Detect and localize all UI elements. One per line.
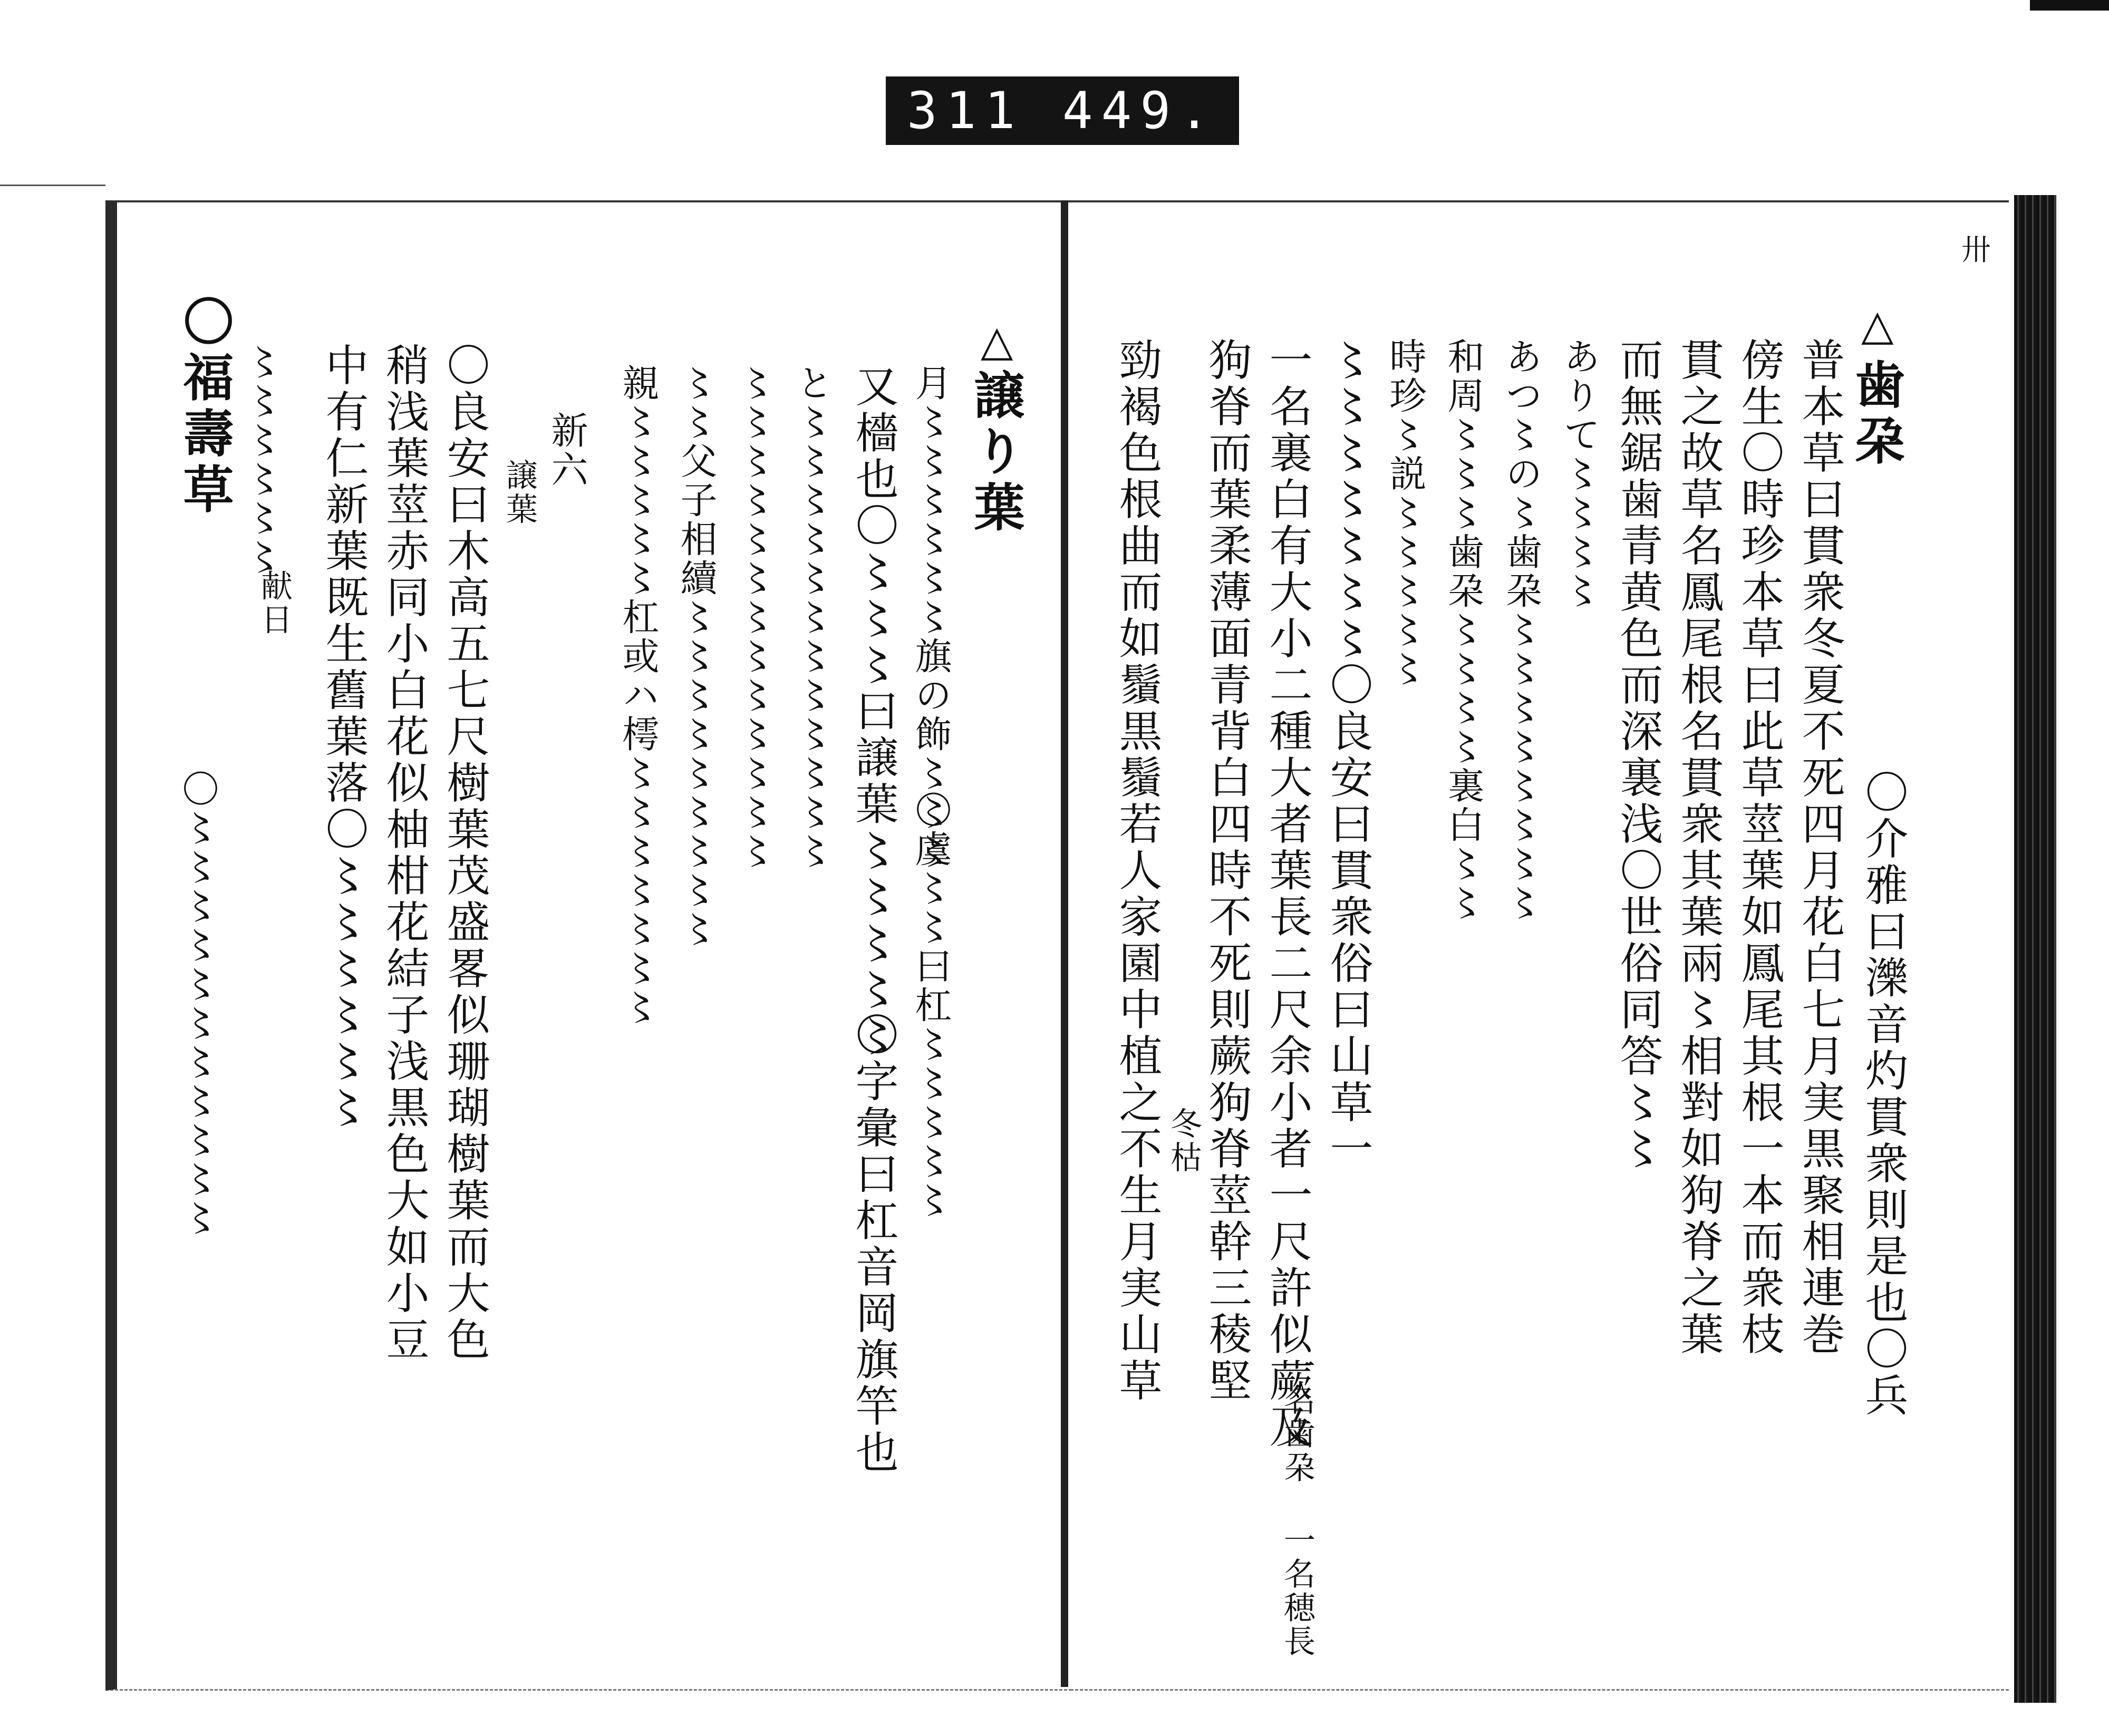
archive-label-right: 449. [1062,81,1218,140]
archive-label [886,76,1239,145]
annotation: 譲葉 [501,459,538,526]
text-column: 〻〻〻〻〻〻〻〇良安曰貫衆俗曰山草一 [1323,337,1373,1172]
entry-heading-yuzuriha: 譲り葉 [966,369,1026,537]
archive-label-left: 311 [907,81,1024,140]
text-column: 月〻〻〻〻〻〻旗の飾〻〻〻 [909,364,952,871]
text-column: 中有仁新葉既生舊葉落〇〻〻〻〻〻〻 [318,343,369,1131]
text-column: ありて〻〻〻〻 [1557,337,1601,610]
fore-edge [2014,195,2056,1703]
folio-number: 卅 [1961,233,1991,267]
text-column: あつ〻の〻歯朶〻〻〻〻〻〻〻〻 [1499,337,1543,923]
annotation: 冬枯 [1165,1107,1202,1175]
entry-heading-fukujuso: 〇福壽草 [175,295,235,519]
left-board-edge [0,185,105,186]
text-column: 狗脊而葉柔薄面青背白四時不死則蕨狗脊莖幹三稜堅 [1202,337,1252,1404]
text-column: 稍浅葉莖赤同小白花似柚柑花結子浅黒色大如小豆 [379,343,429,1363]
book-gutter [1061,200,1068,1687]
entry-heading-shida: 歯朶 [1846,358,1906,470]
text-column: 〇良安曰木高五七尺樹葉茂盛畧似珊瑚樹葉而大色 [440,343,490,1363]
text-column: 〇介雅曰濼音灼貫衆則是也〇兵 [1858,770,1908,1419]
text-column: 親〻〻〻〻〻杠或ハ樗〻〻〻〻〻〻〻 [616,364,660,1027]
text-column: 〻〻〻〻〻〻〻〻〻〻〻〻〻 [732,364,776,871]
text-column: 〇〻〻〻〻〻〻〻〻〻〻〻 [176,770,219,1238]
section-mark: △ [1861,300,1894,350]
text-column: 〻〻父子相續〻〻〻〻〻〻〻〻〻 [674,364,718,949]
text-column: 傍生〇時珍本草曰此草莖葉如鳳尾其根一本而衆枝 [1734,337,1784,1358]
annotation: 献日 [256,569,293,637]
text-column: 時珍〻説〻〻〻〻〻 [1384,337,1427,688]
text-column: 和周〻〻〻歯朶〻〻〻〻裏白〻〻 [1442,337,1485,923]
text-column: と〻〻〻〻〻〻〻〻〻〻〻〻 [790,364,834,871]
text-column: 貫之故草名鳳尾根名貫衆其葉兩〻相對如狗脊之葉 [1673,337,1724,1358]
text-column: 勁褐色根曲而如鬚黒鬚若人家園中植之不生月実山草 [1112,337,1162,1404]
text-column: 〻〻〻〻〻〻 [239,343,283,577]
book-spread [0,179,2109,1703]
scan-corner-mark [2030,0,2109,11]
text-column: 〇字彙曰杠音岡旗竿也 [848,1012,898,1476]
poem-heading: 新六 [545,411,588,489]
annotation: 一名歯朶 一名穂長 [1279,1350,1315,1659]
text-column: 而無鋸歯青黄色而深裏浅〇世俗同答〻〻 [1613,337,1663,1172]
text-column: 普本草曰貫衆冬夏不死四月花白七月実黒聚相連巻 [1795,337,1845,1358]
text-column: 〇虞〻〻曰杠〻〻〻〻〻 [909,791,952,1220]
section-mark: △ [981,316,1013,365]
text-column: 又檣也〇〻〻〻曰譲葉〻〻〻〻〻 [848,364,898,1060]
text-column: 一名裏白有大小二種大者葉長二尺余小者一尺許似蕨及 [1262,337,1312,1451]
